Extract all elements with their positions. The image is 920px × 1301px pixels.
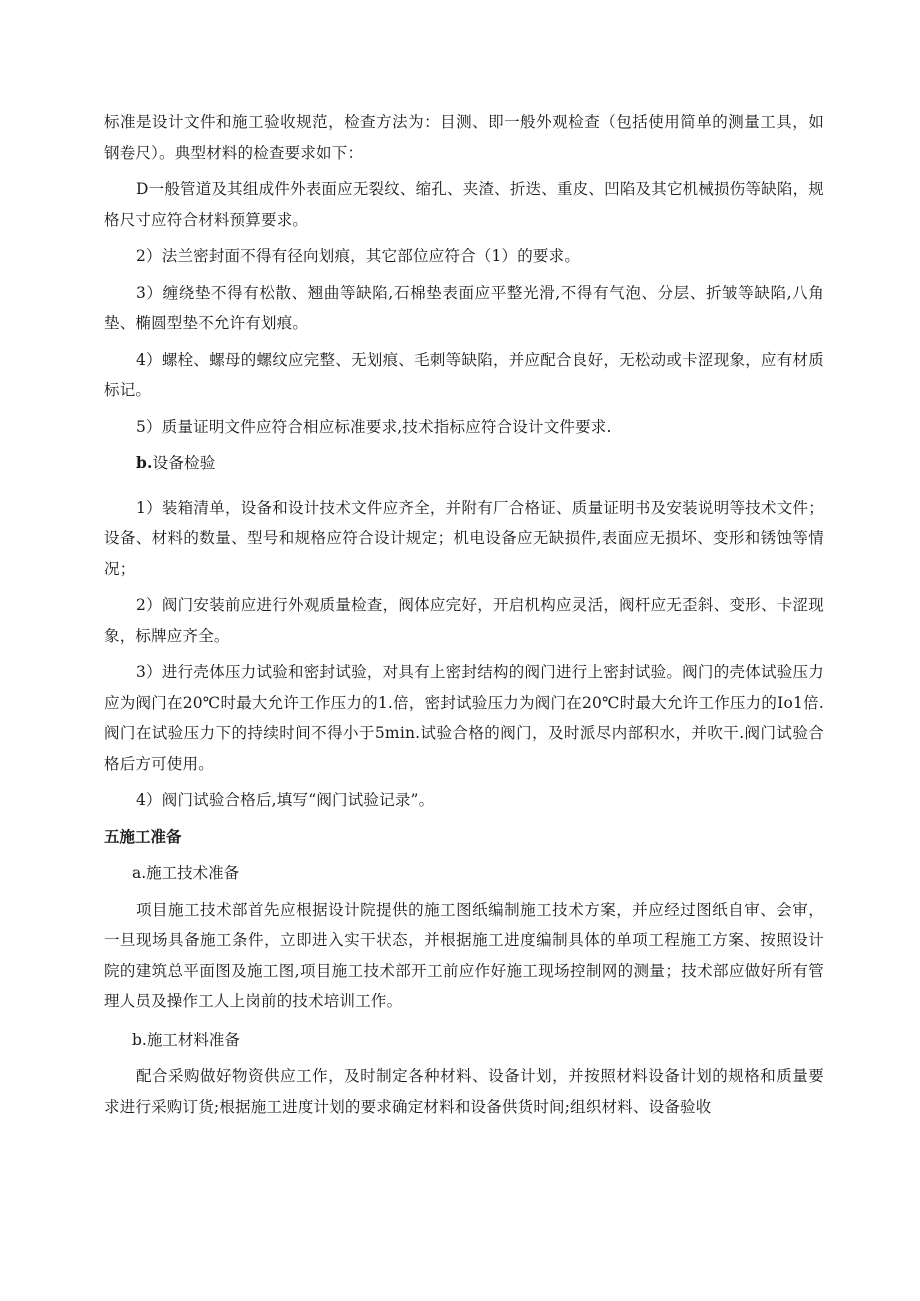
section-5b-body: 配合采购做好物资供应工作，及时制定各种材料、设备计划，并按照材料设备计划的规格和质量要求进行采购订货;根据施工进度计划的要求确定材料和设备供货时间;组织材料、设备验收 bbox=[104, 1067, 824, 1116]
material-item-3: 3）缠绕垫不得有松散、翘曲等缺陷,石棉垫表面应平整光滑,不得有气泡、分层、折皱等缺陷,八角垫、椭圆型垫不允许有划痕。 bbox=[104, 283, 824, 332]
intro-paragraph: 标准是设计文件和施工验收规范，检查方法为：目测、即一般外观检查（包括使用简单的测量工具，如钢卷尺）。典型材料的检查要求如下： bbox=[104, 113, 824, 162]
equipment-heading-text: 设备检验 bbox=[152, 454, 216, 472]
section-5-title: 五施工准备 bbox=[104, 827, 182, 846]
material-item-5: 5）质量证明文件应符合相应标准要求,技术指标应符合设计文件要求. bbox=[136, 417, 612, 436]
document-body bbox=[104, 107, 824, 1122]
equipment-heading-prefix: b. bbox=[136, 453, 153, 472]
equipment-item-1: 1）装箱清单，设备和设计技术文件应齐全，并附有厂合格证、质量证明书及安装说明等技术文件；设备、材料的数量、型号和规格应符合设计规定；机电设备应无缺损件,表面应无损坏、变形和锈蚀等情况； bbox=[104, 498, 824, 578]
section-5a-heading: a.施工技术准备 bbox=[132, 864, 240, 882]
section-5b-heading: b.施工材料准备 bbox=[132, 1030, 240, 1049]
equipment-item-3: 3）进行壳体压力试验和密封试验，对具有上密封结构的阀门进行上密封试验。阀门的壳体试验压力应为阀门在20℃时最大允许工作压力的1.倍，密封试验压力为阀门在20℃时最大允许工作压力的Io1倍.阀门在试验压力下的持续时间不得小于5min.试验合格的阀门，及时派尽内部积水，并吹干.阀门试验合格后方可使用。 bbox=[104, 663, 824, 773]
material-item-4: 4）螺栓、螺母的螺纹应完整、无划痕、毛刺等缺陷，并应配合良好，无松动或卡涩现象，应有材质标记。 bbox=[104, 350, 824, 399]
equipment-heading bbox=[104, 448, 824, 479]
section-5a-body: 项目施工技术部首先应根据设计院提供的施工图纸编制施工技术方案，并应经过图纸自审、会审，一旦现场具备施工条件，立即进入实干状态，并根据施工进度编制具体的单项工程施工方案、按照设计院的建筑总平面图及施工图,项目施工技术部开工前应作好施工现场控制网的测量；技术部应做好所有管理人员及操作工人上岗前的技术培训工作。 bbox=[104, 900, 824, 1010]
equipment-item-4: 4）阀门试验合格后,填写“阀门试验记录”。 bbox=[136, 791, 435, 809]
equipment-item-2: 2）阀门安装前应进行外观质量检查，阀体应完好，开启机构应灵活，阀杆应无歪斜、变形、卡涩现象，标牌应齐全。 bbox=[104, 596, 824, 645]
material-item-2: 2）法兰密封面不得有径向划痕，其它部位应符合（1）的要求。 bbox=[136, 247, 581, 265]
material-item-1: D一般管道及其组成件外表面应无裂纹、缩孔、夹渣、折迭、重皮、凹陷及其它机械损伤等缺陷，规格尺寸应符合材料预算要求。 bbox=[104, 180, 824, 229]
